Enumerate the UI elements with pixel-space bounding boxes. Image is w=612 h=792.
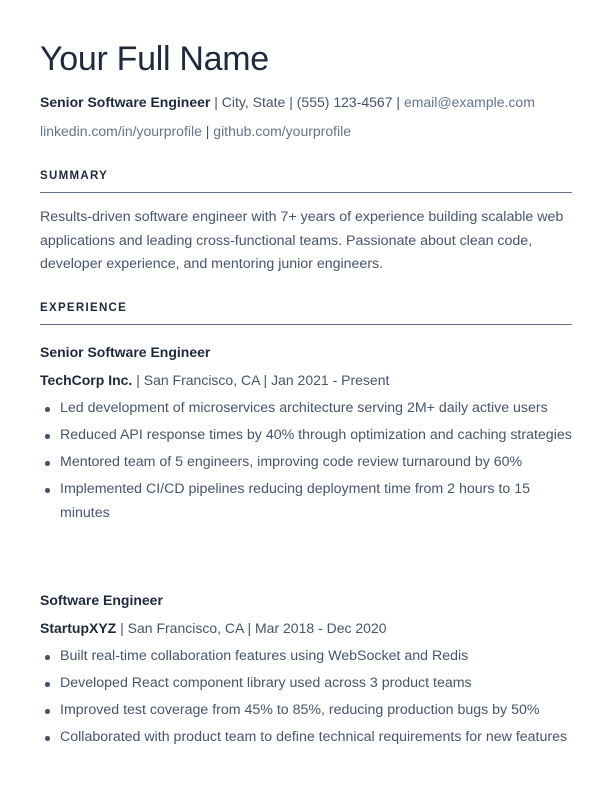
experience-heading: EXPERIENCE [40,301,572,325]
bullet-item: Built real-time collaboration features using WebSocket and Redis [40,645,572,669]
location: City, State [221,94,286,110]
contact-line-primary [40,93,535,111]
headline-title: Senior Software Engineer [40,94,211,110]
company-name: TechCorp Inc. [40,372,133,388]
bullet-item: Collaborated with product team to define technical requirements for new features [40,726,572,750]
job-details: | San Francisco, CA | Jan 2021 - Present [132,372,390,388]
phone: (555) 123-4567 [296,94,393,110]
job-bullets [40,645,572,753]
bullet-item: Led development of microservices architecture serving 2M+ daily active users [40,397,572,421]
job-meta [40,371,389,389]
summary-text: Results-driven software engineer with 7+ years of experience building scalable web applications and leading cross-functional teams. Passionate about clean code, developer experience, and mentoring junior engineers. [40,209,564,272]
job-title: Software Engineer [40,592,163,608]
bullet-item: Mentored team of 5 engineers, improving code review turnaround by 60% [40,451,572,475]
job-meta [40,619,387,637]
bullet-item: Implemented CI/CD pipelines reducing deployment time from 2 hours to 15 minutes [40,478,572,525]
bullet-item: Developed React component library used across 3 product teams [40,672,572,696]
job-bullets [40,397,572,529]
job-details: | San Francisco, CA | Mar 2018 - Dec 2020 [116,620,387,636]
separator: | [210,94,222,110]
linkedin-link[interactable]: linkedin.com/in/yourprofile [40,123,202,139]
separator: | [392,94,404,110]
separator: | [201,123,214,139]
company-name: StartupXYZ [40,620,117,636]
contact-line-links [40,122,351,140]
summary-heading: SUMMARY [40,169,572,193]
separator: | [285,94,297,110]
email-link[interactable]: email@example.com [403,94,535,110]
bullet-item: Reduced API response times by 40% through optimization and caching strategies [40,424,572,448]
full-name: Your Full Name [40,40,269,78]
job-title: Senior Software Engineer [40,344,211,360]
bullet-item: Improved test coverage from 45% to 85%, reducing production bugs by 50% [40,699,572,723]
github-link[interactable]: github.com/yourprofile [213,123,352,139]
